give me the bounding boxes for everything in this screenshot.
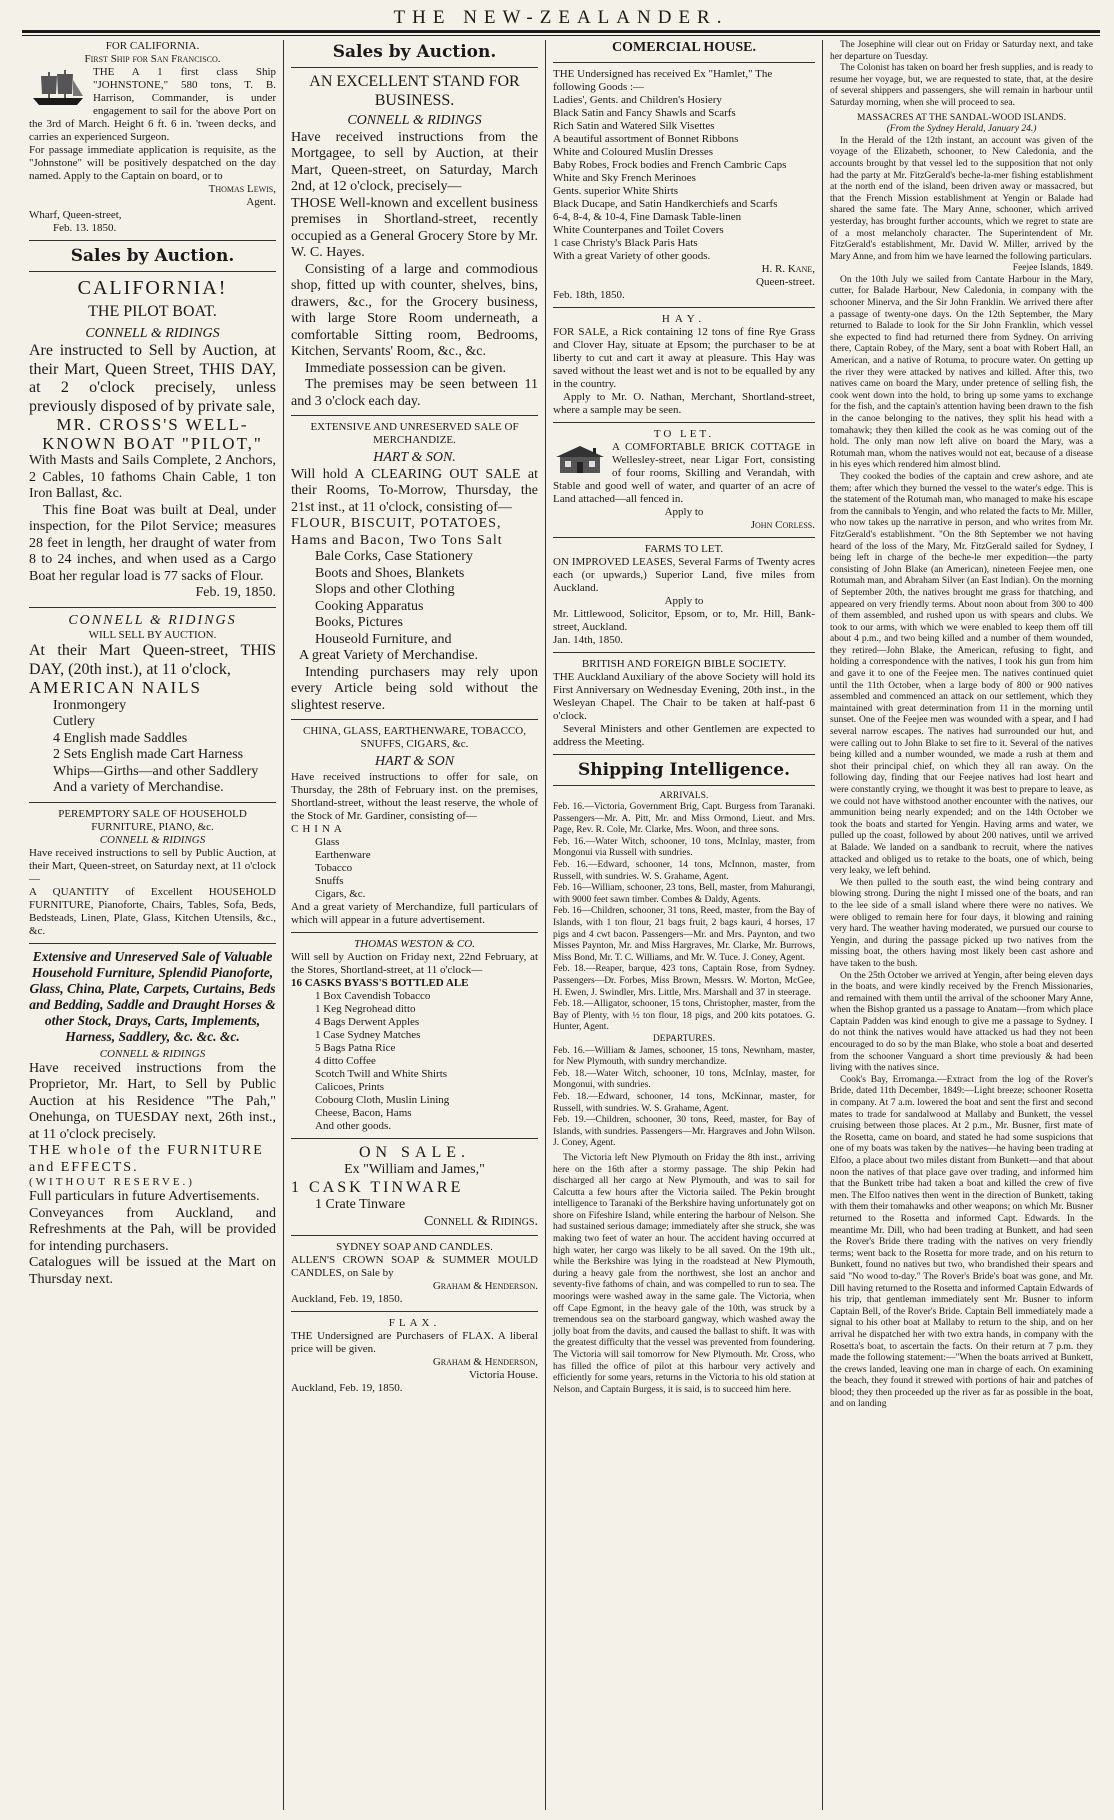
ad-auctioneer: HART & SON. bbox=[373, 450, 456, 465]
news-paragraph: The Josephine will clear out on Friday or Saturday next, and take her departure on Tuesday. bbox=[830, 40, 1093, 62]
list-item: Whips—Girths—and other Saddlery bbox=[53, 763, 259, 779]
house-icon bbox=[553, 443, 607, 475]
news-paragraph: The Colonist has taken on board her fresh supplies, and is ready to resume her voyage, but, we are requested to state, that, at the desire of several shippers and passengers, she will remain in harbour until Saturday morning, when she will proceed to sea. bbox=[830, 63, 1094, 108]
ad-merchandize bbox=[291, 421, 538, 714]
list-item: Earthenware bbox=[315, 848, 371, 861]
list-item: Feb. 16.—Victoria, Government Brig, Capt. Burgess from Taranaki. Passengers—Mr. A. Pitt, Mr. and Miss Ormond, Lieut. and Mrs. Page, Rev. R. Cole, Mr. Clarke, Mrs. Woon, and three sons. bbox=[553, 802, 815, 836]
list-item: 4 Bags Derwent Apples bbox=[315, 1015, 420, 1028]
divider bbox=[291, 719, 538, 720]
divider bbox=[291, 1311, 538, 1312]
ad-body: THE Auckland Auxiliary of the above Society will hold its First Anniversary on Wednesday Evening, 20th inst., in the Wesleyan Chapel. The Chair to be taken at half-past 6 o'clock. bbox=[553, 670, 815, 722]
news-paragraph: They cooked the bodies of the captain and crew ashore, and ate them; after which they burned the vessel to the water's edge. This is the statement of the Rotumah man, who managed to make his escape from the cannibals to Yengin, and who related the facts to Mr. Miller, who now takes up the narrative in person, and who writes from Mr. FitzGerald's establishment. "On the 8th September we not having heard of the loss of the Mary, Mr. FitzGerald sailed for Sydney, I being left in charge of the beche-le mer expedition—the party consisting of John Blake (an American), nineteen Feejee men, one Rotumah man, and Abraham Silver (an East Indian). On the morning of September 20th, the natives brought me grass for thatching, and appeared on very friendly terms. About noon about from 300 to 400 of them assembled, and rushed upon us with spears and clubs. We took to our arms, with which we were enabled to keep them off till about 4 p.m., and two being killed and a number of them wounded, they retired—John Blake, the American, refusing to fight, and holding a correspondence with the natives, I took his gun from him and gave it to one of the Feejee men. The natives continued quiet until the 11th October, when a large body of 800 or 900 natives assembled and commenced an attack on our settlement, which they maintained with great determination from 11 in the morning until sunset. One of the Feejee men was wounded with a spear, and I had several narrow escapes. The natives had surrounded our hut, and were calling out to John Blake to set fire to it. Several of the natives being killed and a number wounded, we made a rush at them and shot their principal chief, on which they all ran away. On the following day, finding that our Feejee natives had lost heart and were constantly crying, we thought it was best to prepare to leave, as we could not have withstood another encounter with the natives, our ammunition being nearly expended; and on the 14th October we took the boats and started for Yengin. Having arms and water, we pulled up the coast, followed by about 200 natives, until we arrived at Balade. We landed on a sandbank to recruit, where the natives attacked and obliged us to retake to the boats, one of which, being very leaky, we left behind. bbox=[830, 471, 1093, 877]
column-3 bbox=[546, 40, 823, 1810]
ad-body: ALLEN'S CROWN SOAP & SUMMER MOULD CANDLES, on Sale by bbox=[291, 1254, 538, 1279]
divider bbox=[29, 271, 276, 272]
list-item: 1 Box Cavendish Tobacco bbox=[315, 989, 431, 1002]
ad-heading: AN EXCELLENT STAND FOR BUSINESS. bbox=[309, 73, 520, 109]
list-item: Snuffs bbox=[315, 874, 344, 887]
ad-body-2: THOSE Well-known and excellent business premises in Shortland-street, recently occupied as a General Grocery Store by Mr. W. C. Hayes. bbox=[291, 195, 538, 260]
divider bbox=[29, 240, 276, 241]
ad-body-3: (WITHOUT RESERVE.) bbox=[29, 1176, 195, 1188]
ad-date: Jan. 14th, 1850. bbox=[553, 633, 623, 646]
list-item: Calicoes, Prints bbox=[315, 1080, 385, 1093]
list-item: A beautiful assortment of Bonnet Ribbons bbox=[553, 132, 739, 145]
list-item: Cooking Apparatus bbox=[315, 598, 424, 614]
ad-heading: FARMS TO LET. bbox=[644, 542, 724, 555]
columns bbox=[22, 40, 1100, 1810]
ad-body-3: Consisting of a large and commodious shop, fitted up with counter, shelves, bins, drawers, &c., for the Grocery business, with large Store Room underneath, a comfortable Sitting room, Bedrooms, Kitchen, Servants' Room, &c., &c. bbox=[291, 261, 538, 359]
divider bbox=[553, 785, 815, 786]
ad-body-2: For passage immediate application is requisite, as the "Johnstone" will be positively despatched on the day named. Apply to the Captain on board, or to bbox=[29, 144, 276, 182]
ad-hay bbox=[553, 313, 815, 417]
ad-farms bbox=[553, 543, 815, 647]
list-item: 1 Keg Negrohead ditto bbox=[315, 1002, 416, 1015]
list-item: Glass bbox=[315, 835, 340, 848]
ad-signer: H. R. Kane, bbox=[761, 262, 815, 275]
ad-pilot-boat bbox=[29, 277, 276, 602]
ad-signer: Graham & Henderson. bbox=[432, 1280, 538, 1292]
list-item: Books, Pictures bbox=[315, 615, 403, 630]
ad-auctioneer: CONNELL & RIDINGS bbox=[85, 325, 220, 341]
divider bbox=[291, 415, 538, 416]
news-dateline: Feejee Islands, 1849. bbox=[1012, 263, 1093, 274]
shipping-intelligence bbox=[553, 760, 815, 1397]
ad-body-2: With Masts and Sails Complete, 2 Anchors, 2 Cables, 10 fathoms Chain Cable, 1 ton Iron Ballast, &c. bbox=[29, 453, 276, 501]
ad-subheading: First Ship for San Francisco. bbox=[84, 53, 221, 65]
ad-body: THE Undersigned has received Ex "Hamlet," The following Goods :— bbox=[553, 67, 773, 93]
list-item: CHINA bbox=[291, 822, 346, 835]
list-item: Bale Corks, Case Stationery bbox=[315, 549, 473, 564]
news-article bbox=[830, 40, 1093, 1411]
ad-date: Feb. 18th, 1850. bbox=[553, 288, 625, 301]
ad-auctioneer: CONNELL & RIDINGS bbox=[99, 1047, 206, 1060]
list-item: Feb. 18.—Water Witch, schooner, 10 tons, McInlay, master, for Mongonui, with sundries. bbox=[553, 1068, 815, 1091]
ad-signer-2: Queen-street. bbox=[756, 275, 815, 288]
list-item: 6-4, 8-4, & 10-4, Fine Damask Table-linen bbox=[553, 210, 742, 223]
ad-extensive-sale bbox=[29, 949, 276, 1289]
divider bbox=[291, 1138, 538, 1139]
ad-body-3: Intending purchasers may rely upon every Article being sold without the slightest reserve. bbox=[291, 664, 538, 713]
ad-peremptory-sale bbox=[29, 808, 276, 938]
divider bbox=[553, 537, 815, 538]
list-item: 1 CASK TINWARE bbox=[291, 1178, 464, 1196]
ad-comercial-house bbox=[553, 40, 815, 302]
ad-body: Have received instructions from the Proprietor, Mr. Hart, to Sell by Public Auction at his Residence "The Pah," Onehunga, on TUESDAY next, 26th inst., at 11 o'clock precisely. bbox=[29, 1060, 276, 1142]
ad-body: Are instructed to Sell by Auction, at their Mart, Queen Street, THIS DAY, at 2 o'clock precisely, unless previously disposed of by private sale, bbox=[29, 342, 276, 415]
list-item: Black Ducape, and Satin Handkerchiefs and Scarfs bbox=[553, 197, 778, 210]
ad-bible-society bbox=[553, 658, 815, 749]
section-heading: Shipping Intelligence. bbox=[578, 759, 790, 780]
ad-heading: HAY. bbox=[661, 312, 707, 325]
ad-flax bbox=[291, 1317, 538, 1395]
ad-heading: FOR CALIFORNIA. bbox=[105, 40, 200, 52]
ad-body-2: FLOUR, BISCUIT, POTATOES, Hams and Bacon, Two Tons Salt bbox=[291, 516, 503, 548]
ad-california-ship bbox=[29, 40, 276, 235]
list-item: Boots and Shoes, Blankets bbox=[315, 565, 465, 581]
list-item: Feb. 16.—William & James, schooner, 15 tons, Newnham, master, for New Plymouth, with sundry merchandize. bbox=[553, 1045, 815, 1068]
ad-signer: Graham & Henderson, bbox=[432, 1356, 538, 1368]
ad-body: Will hold A CLEARING OUT SALE at their Rooms, To-Morrow, Thursday, the 21st inst., at 11 o'clock, consisting of— bbox=[291, 466, 538, 515]
news-paragraph: We then pulled to the south east, the wind being contrary and blowing strong. During the night I missed one of the boats, and ran to the lee side of a small island where there were no natives. We were obliged to remain here for four days, it blowing and raining very hard. The weather having moderated, we pursued our course to Yengin, and during the passage picked up two natives from the missing boat, the others having most likely been cast ashore and have taken to the bush. bbox=[830, 877, 1093, 969]
ad-auctioneer: THOMAS WESTON & CO. bbox=[354, 937, 475, 950]
ad-heading: TO LET. bbox=[653, 427, 715, 440]
ad-signer-title: Agent. bbox=[246, 196, 276, 208]
ad-soap-candles bbox=[291, 1241, 538, 1306]
masthead-rule bbox=[22, 30, 1100, 36]
list-item: With a great Variety of other goods. bbox=[553, 249, 711, 262]
ad-boat-name: MR. CROSS'S WELL-KNOWN BOAT "PILOT," bbox=[42, 415, 263, 453]
ad-heading: ON SALE. bbox=[358, 1143, 471, 1161]
list-item: White and Sky French Merinoes bbox=[553, 171, 696, 184]
ad-heading: SYDNEY SOAP AND CANDLES. bbox=[336, 1241, 493, 1253]
ad-subheading: WILL SELL BY AUCTION. bbox=[88, 629, 217, 641]
list-item: Feb. 16.—Water Witch, schooner, 10 tons, McInlay, master, from Mongonui via Russell with sundries. bbox=[553, 836, 815, 859]
ad-heading: CHINA, GLASS, EARTHENWARE, TOBACCO, SNUFFS, CIGARS, &c. bbox=[303, 725, 526, 750]
column-1 bbox=[22, 40, 284, 1810]
list-item: Scotch Twill and White Shirts bbox=[315, 1067, 448, 1080]
ad-body: FOR SALE, a Rick containing 12 tons of fine Rye Grass and Clover Hay, situate at Epsom; the purchaser to be at liberty to cut and cart it away at pleasure. This Hay was saved without the least wet and is not to be equalled by any in the country. bbox=[553, 325, 815, 390]
ad-business-stand bbox=[291, 73, 538, 410]
list-item: 16 CASKS BYASS'S BOTTLED ALE bbox=[291, 976, 469, 989]
ad-signer: Thomas Lewis, bbox=[208, 183, 276, 195]
ad-apply: Apply to bbox=[664, 594, 704, 607]
ad-body: Have received instructions to offer for sale, on Thursday, the 28th of February inst. on the premises, Shortland-street, without the least reserve, the whole of the Stock of Mr. Gardiner, consisting of— bbox=[291, 770, 538, 822]
list-item: 4 English made Saddles bbox=[53, 730, 188, 746]
ad-body-2: Apply to Mr. O. Nathan, Merchant, Shortland-street, where a sample may be seen. bbox=[553, 390, 815, 416]
ad-heading: CALIFORNIA! bbox=[77, 277, 228, 299]
list-item: Feb. 19.—Children, schooner, 30 tons, Reed, master, for Bay of Islands, with sundries. Passengers—Mr. Hargraves and John Wilson. J. Coney, Agent. bbox=[553, 1115, 815, 1149]
list-item: Houseold Furniture, and bbox=[315, 631, 452, 647]
list-item: Cutlery bbox=[53, 714, 95, 729]
list-item: Feb. 18.—Reaper, barque, 423 tons, Captain Rose, from Sydney. Passengers—Dr. Forbes, Miss Brown, Messrs. W. Morton, McGee, H. Ewen, J. Swindler, Mrs. Little, Mrs. Marshall and 37 in steerage. bbox=[553, 964, 815, 998]
list-item: Feb. 16—William, schooner, 23 tons, Bell, master, from Mahurangi, with 9000 feet sawn timber. Combes & Daldy, Agents. bbox=[553, 883, 815, 905]
divider bbox=[291, 67, 538, 68]
ad-signer-2: Victoria House. bbox=[469, 1369, 538, 1381]
ad-signer: Connell & Ridings. bbox=[424, 1213, 538, 1229]
ad-body: At their Mart Queen-street, THIS DAY, (20th inst.), at 11 o'clock, bbox=[29, 642, 276, 678]
list-item: 1 Case Sydney Matches bbox=[315, 1028, 421, 1041]
divider bbox=[29, 607, 276, 608]
ad-date: Auckland, Feb. 19, 1850. bbox=[291, 1293, 403, 1305]
ad-american-nails bbox=[29, 613, 276, 797]
section-heading: Sales by Auction. bbox=[332, 42, 497, 62]
divider bbox=[29, 802, 276, 803]
list-item: Ironmongery bbox=[53, 697, 127, 713]
list-item: A great Variety of Merchandise. bbox=[299, 648, 478, 663]
ad-china-glass bbox=[291, 725, 538, 927]
divider bbox=[291, 1235, 538, 1236]
ad-body-6: Catalogues will be issued at the Mart on Thursday next. bbox=[29, 1255, 276, 1287]
ad-body: THE A 1 first class Ship "JOHNSTONE," 580 tons, T. B. Harrison, Commander, is under engagement to sail for the above Port on the 3rd of March. Height 6 ft. 6 in. 'tween decks, and carries an experienced Surgeon. bbox=[29, 66, 276, 143]
ad-body-2: A QUANTITY of Excellent HOUSEHOLD FURNITURE, Pianoforte, Chairs, Tables, Sofa, Beds, Bedsteads, Linen, Plate, Glass, Kitchen Utensils, &c., &c. bbox=[29, 885, 276, 937]
ad-subheading: Ex "William and James," bbox=[344, 1162, 485, 1177]
ad-body-3: This fine Boat was built at Deal, under inspection, for the Pilot Service; measures 28 feet in length, her draught of water from 8 to 24 inches, and when used as a Cargo Boat her regular load is 77 sacks of Flour. bbox=[29, 502, 276, 584]
list-item: Black Satin and Fancy Shawls and Scarfs bbox=[553, 106, 736, 119]
list-item: And a variety of Merchandise. bbox=[53, 780, 224, 795]
list-item: Cigars, &c. bbox=[315, 887, 366, 900]
ad-heading: EXTENSIVE AND UNRESERVED SALE OF MERCHANDIZE. bbox=[310, 421, 519, 446]
list-item: Cobourg Cloth, Muslin Lining bbox=[315, 1093, 450, 1106]
ad-date: Auckland, Feb. 19, 1850. bbox=[291, 1382, 403, 1394]
list-item: 1 Crate Tinware bbox=[315, 1197, 406, 1212]
ad-subheading: THE PILOT BOAT. bbox=[88, 303, 217, 320]
list-item: Rich Satin and Watered Silk Visettes bbox=[553, 119, 715, 132]
list-item: Feb. 16.—Edward, schooner, 14 tons, McInnon, master, from Russell, with sundries. W. S. Grahame, Agent. bbox=[553, 860, 815, 882]
ad-body-2: THE whole of the FURNITURE and EFFECTS. bbox=[29, 1143, 264, 1175]
divider bbox=[29, 943, 276, 944]
article-heading: MASSACRES AT THE SANDAL-WOOD ISLANDS. bbox=[857, 112, 1066, 123]
list-item: White and Coloured Muslin Dresses bbox=[553, 145, 714, 158]
ad-body: Will sell by Auction on Friday next, 22nd February, at the Stores, Shortland-street, at 11 o'clock— bbox=[291, 950, 538, 976]
ship-icon bbox=[29, 68, 87, 108]
ad-weston bbox=[291, 938, 538, 1133]
ad-auctioneer: CONNELL & RIDINGS bbox=[99, 833, 206, 846]
ad-body-2: And a great variety of Merchandize, full particulars of which will appear in a future advertisement. bbox=[291, 900, 538, 926]
list-item: 5 Bags Patna Rice bbox=[315, 1041, 396, 1054]
ad-body-5: Conveyances from Auckland, and Refreshments at the Pah, will be provided for intending purchasers. bbox=[29, 1205, 276, 1254]
ad-auctioneer: CONNELL & RIDINGS bbox=[68, 612, 237, 628]
divider bbox=[553, 422, 815, 423]
article-source: (From the Sydney Herald, January 24.) bbox=[886, 124, 1037, 135]
divider bbox=[291, 932, 538, 933]
ad-apply: Apply to bbox=[664, 505, 704, 518]
news-paragraph: Cook's Bay, Erromanga.—Extract from the log of the Rover's Bride, dated 11th December, 1849:—Light breeze; schooner Rosetta in company. At 7 a.m. lowered the boat and sent the first and second mates to trade for sandalwood at Mallaby and Bunkett, the vessel cruising between those places. At 2 p.m., Mr. Busner, first mate of the Rosetta, came on board, and stated he had some suspicions that one of my boats was taken by the natives—he having been trading at Elfoo, a place about two miles distant from Bunkett—and that about noon the natives of that place gave over trading, and informed him that the Bunkett tribe had taken a boat and killed the crew of five men. The Elfoo natives then went in the direction of Bunkett, taking with them their tomahawks and other weapons; on which Mr. Busner returned to the Rosetta and informed Capt. Edwards. In the meantime Mr. Dill, who had been trading at Bunkett, and had seen the Rover's Bride there trading with the natives on very friendly terms; went back to the Rosetta for more trade, and on his return to Bunkett, found no natives but two, who brandished their spears and said "No wood to-day." The Rover's Bride's boat was gone, and Mr. Dill having returned to the Rosetta and informed Captain Edwards of his trip, that gentleman immediately sent Mr. Busner to inform Captain Bell, of the Rover's Bride. Captain Bell immediately made a signal to his other boat at Mallaby to return to the ship, and on her arrival he dispatched her with two extra hands, in company with the Rosetta's boat, to ascertain the facts. On their return at 7 p.m. they made the following statement:—"When the boats arrived at Bunkett, the crews landed, leaving one man in charge of each. On examining the beach, they found it strewed with portions of hair and patches of blood; they then proceeded up the river as far as possible in the boat, and on landing bbox=[830, 1074, 1093, 1410]
list-item: Cheese, Bacon, Hams bbox=[315, 1106, 412, 1119]
ad-body-2: Mr. Littlewood, Solicitor, Epsom, or to, Mr. Hill, Bank-street, Auckland. bbox=[553, 607, 815, 633]
list-item: AMERICAN NAILS bbox=[29, 678, 202, 697]
list-item: 2 Sets English made Cart Harness bbox=[53, 747, 244, 762]
ad-body-2: Several Ministers and other Gentlemen are expected to address the Meeting. bbox=[553, 722, 815, 748]
list-item: Gents. superior White Shirts bbox=[553, 184, 679, 197]
list-item: 4 ditto Coffee bbox=[315, 1054, 376, 1067]
divider bbox=[553, 652, 815, 653]
ad-date: Feb. 13. 1850. bbox=[53, 222, 117, 234]
arrivals-heading: ARRIVALS. bbox=[659, 790, 709, 801]
masthead: THE NEW-ZEALANDER. bbox=[393, 7, 729, 28]
shipping-paragraph: The Victoria left New Plymouth on Friday the 8th inst., arriving here on the 16th after a stormy passage. The ship Pekin had discharged all her cargo at New Plymouth, and was to sail for Calcutta a few hours after the Victoria sailed. The Pekin brought intelligence to Taranaki of the Berkshire having unfortunately got on shore on Fifeshire Island, while entering the harbour of Nelson. She had sustained serious damage; immediately after she struck, she was making two feet of water an hour. The accident having occurred at high water, her cargo was likely to be all saved. On the 19th ult., while the Berkshire was lying in the roadstead at New Plymouth, during a heavy gale from the northwest, she lost an anchor and seventy-five fathoms of chain, and was compelled to run to sea. The moorings were washed away in the same gale. The Victoria, when off Cape Egmont, in the heavy gale of the 10th, was struck by a tremendous sea on the starboard gangway, which washed away the jolly boat from the davits, and caused the ballast to shift. It was with the greatest difficulty that the vessel was prevented from foundering. The Victoria will sail tomorrow for New Plymouth. Mr. Cross, who has filled the office of pilot at this harbour very actively and efficiently for some years, returns in the Victoria to his old station at Nelson, and Captain Burgess, it is said, is to succeed him here. bbox=[553, 1152, 815, 1395]
divider bbox=[553, 307, 815, 308]
news-paragraph: On the 25th October we arrived at Yengin, after being eleven days in the boats, and were kindly received by the French Missionaries, and remained with them until the arrival of the schooner Mary Anne, when the Bishop granted us a passage to Anatam—from which place Captain Padden was kind enough to give me a passage to Sydney. I do not think the natives would have attacked us had they not been encouraged to do so by the man Blake, who stole a boat and deserted from the schooner Vanguard a short time previously & had been living with the natives since. bbox=[830, 970, 1093, 1074]
news-paragraph: On the 10th July we sailed from Cantate Harbour in the Mary, cutter, for Balade Harbour, New Caledonia, in company with the schooner Minerva, and the Sir John Franklin. We arrived there after a passage of twenty-one days. On the 12th September, the Mary returned to Balade to look for the Sir John Franklin, which vessel she expected to find had returned there from Sydney. On arriving there, Captain Robey, of the Mary, sent a boat with Robert Hall, an American, and a native of Rotuma, to procure water. On getting up the river they were attacked by natives and killed. After this, two natives came on board the Mary, under pretence of selling fish, the cook went down into the hold, to bring up some yams to exchange for the fish, and the captain's attention having been drawn to the fish in the canoe belonging to the natives, they split his head with a tomahawk; they then killed the cook as he was coming out of the hold. The only man now left alive on board the Mary, was a Rotumah man, whom the natives would not eat, because of a disease in his eyes which rendered him almost blind. bbox=[830, 274, 1093, 471]
list-item: Baby Robes, Frock bodies and French Cambric Caps bbox=[553, 158, 787, 171]
ad-to-let bbox=[553, 428, 815, 532]
ad-auctioneer: CONNELL & RIDINGS bbox=[347, 113, 482, 128]
ad-heading: COMERCIAL HOUSE. bbox=[612, 40, 756, 55]
list-item: Ladies', Gents. and Children's Hosiery bbox=[553, 93, 722, 106]
ad-body-5: The premises may be seen between 11 and 3 o'clock each day. bbox=[291, 377, 538, 409]
list-item: 1 case Christy's Black Paris Hats bbox=[553, 236, 698, 249]
ad-heading: BRITISH AND FOREIGN BIBLE SOCIETY. bbox=[581, 657, 787, 670]
list-item: Feb. 18.—Edward, schooner, 14 tons, McKinnar, master, for Russell, with sundries. W. S. Grahame, Agent. bbox=[553, 1091, 815, 1114]
departures-heading: DEPARTURES. bbox=[652, 1033, 716, 1044]
list-item: Tobacco bbox=[315, 861, 353, 874]
ad-heading: PEREMPTORY SALE OF HOUSEHOLD FURNITURE, PIANO, &c. bbox=[58, 807, 247, 833]
divider bbox=[553, 754, 815, 755]
list-item: And other goods. bbox=[315, 1119, 392, 1132]
section-heading: Sales by Auction. bbox=[70, 246, 235, 266]
ad-on-sale bbox=[291, 1144, 538, 1231]
list-item: Feb. 16—Children, schooner, 31 tons, Reed, master, from the Bay of Islands, with 1 ton flour, 21 bags fruit, 2 bags kauri, 4 horses, 17 pigs and 4 cwt bacon. Passengers—Mr. and Mrs. Paynton, and two Misses Paynton, Mr. and Miss Hargraves, Mr. Clarke, Mr. Burrows, Miss Bond, Mr. T. C. Williams, and Mr. W. Tuce. J. Coney, Agent. bbox=[553, 906, 815, 963]
list-item: Slops and other Clothing bbox=[315, 582, 455, 597]
ad-body: Have received instructions from the Mortgagee, to sell by Auction, at their Mart, Queen-street, on Saturday, March 2nd, at 12 o'clock, precisely— bbox=[291, 129, 538, 194]
ad-body: A COMFORTABLE BRICK COTTAGE in Wellesley-street, near Ligar Fort, consisting of four rooms, Skilling and Verandah, with Stable and good well of water, and quarter of an acre of Land attached—all fenced in. bbox=[553, 440, 815, 505]
ad-body: ON IMPROVED LEASES, Several Farms of Twenty acres each (or upwards,) Superior Land, five miles from Auckland. bbox=[553, 555, 815, 594]
ad-heading: FLAX. bbox=[388, 1317, 441, 1329]
ad-place: Wharf, Queen-street, bbox=[29, 209, 122, 221]
list-item: Feb. 18.—Alligator, schooner, 15 tons, Christopher, master, from the Bay of Plenty, with ½ ton flour, 18 pigs, and 200 kits potatoes. G. Hunter, Agent. bbox=[553, 999, 815, 1033]
divider bbox=[553, 62, 815, 63]
ad-body-4: Full particulars in future Advertisements. bbox=[29, 1189, 260, 1204]
news-paragraph: In the Herald of the 12th instant, an account was given of the voyage of the Elizabeth, schooner, to New Caledonia, and the accounts brought by that vessel led to the supposition that not only had the party at Mr. FitzGerald's beche-la-mer fishing establishment at the north end of the island, been driven away or massacred, but that the French Mission establishment at Yengin or Balade had shared the same fate. The Mary Anne, schooner, which arrived yesterday, has brought further accounts, which we regret to state are of a most melancholy character. The Superintendent of Mr. FitzGerald's establishment, Mr. David W. Miller, arrived by the Mary Anne, and from him we have learned the following particulars. bbox=[830, 135, 1093, 262]
column-2 bbox=[284, 40, 546, 1810]
ad-signer: John Corless. bbox=[750, 518, 815, 531]
ad-body: Have received instructions to sell by Public Auction, at their Mart, Queen-street, on Saturday next, at 11 o'clock— bbox=[29, 846, 276, 885]
ad-body: THE Undersigned are Purchasers of FLAX. A liberal price will be given. bbox=[291, 1330, 538, 1355]
ad-heading: Extensive and Unreserved Sale of Valuable Household Furniture, Splendid Pianoforte, Glass, China, Plate, Carpets, Curtains, Beds and Bedding, Saddle and Draught Horses & other Stock, Drays, Carts, Implements, Harness, Saddlery, &c. &c. &c. bbox=[29, 948, 276, 1044]
column-4 bbox=[823, 40, 1100, 1810]
ad-auctioneer: HART & SON bbox=[374, 754, 455, 769]
ad-body-4: Immediate possession can be given. bbox=[305, 360, 507, 376]
list-item: White Counterpanes and Toilet Covers bbox=[553, 223, 724, 236]
ad-date: Feb. 19, 1850. bbox=[195, 585, 276, 600]
